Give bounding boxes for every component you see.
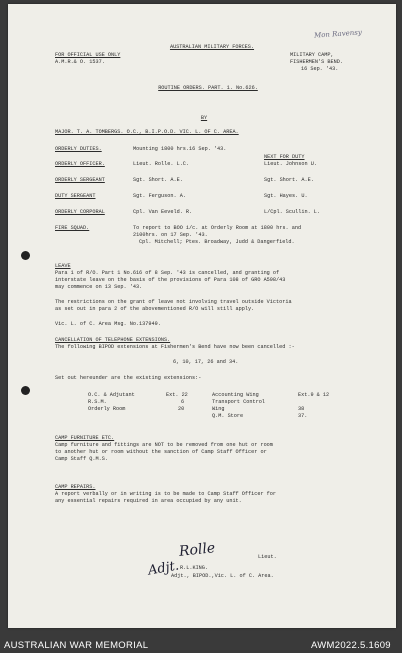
archive-footer — [0, 632, 402, 653]
leave-text: interstate leave on the basis of the provisions of Para 108 of GRO A598/43 — [55, 277, 286, 283]
leave-text: Para 1 of R/O. Part 1 No.616 of 8 Sep. '43 is cancelled, and granting of — [55, 270, 280, 276]
leave-text: may commence on 13 Sep. '43. — [55, 284, 143, 290]
fire-squad-line: 2100hrs. on 17 Sep. '43. — [133, 232, 208, 238]
extension-name: Q.M. Store — [212, 413, 244, 419]
extension-name: Wing — [212, 406, 225, 412]
fire-squad-line: To report to BOO i/c. at Orderly Room at 1800 hrs. and — [133, 225, 302, 231]
extension-number: Ext. 22 — [166, 392, 188, 398]
furniture-text: to another hut or room without the sanction of Camp Staff Officer or — [55, 449, 267, 455]
extension-number: 6 — [181, 399, 185, 405]
next-for-duty-label: NEXT FOR DUTY — [264, 154, 305, 160]
camp-name: MILITARY CAMP, — [290, 52, 334, 58]
repairs-text: A report verbally or in writing is to be made to Camp Staff Officer for — [55, 491, 277, 497]
fire-squad-line: Cpl. Mitchell; Ptes. Broadway, Judd & Dangerfield. — [139, 239, 295, 245]
leave-text: The restrictions on the grant of leave not involving travel outside Victoria — [55, 299, 292, 305]
duty-current: Cpl. Van Eeveld. R. — [133, 209, 193, 215]
camp-location: FISHERMEN'S BEND. — [290, 59, 343, 65]
duty-label: ORDERLY OFFICER. — [55, 161, 105, 167]
telephone-heading: CANCELLATION OF TELEPHONE EXTENSIONS. — [55, 337, 171, 343]
extension-name: Transport Control — [212, 399, 265, 405]
extension-number: 38 — [298, 406, 305, 412]
duty-current: Sgt. Ferguson. A. — [133, 193, 186, 199]
duty-next: Sgt. Hayes. U. — [264, 193, 308, 199]
duty-label: DUTY SERGEANT — [55, 193, 96, 199]
signatory-name: R.L.KING. — [180, 565, 209, 571]
duty-next: L/Cpl. Scullin. L. — [264, 209, 321, 215]
telephone-text: Set out hereunder are the existing extensions:- — [55, 375, 202, 381]
duty-label: ORDERLY CORPORAL — [55, 209, 105, 215]
leave-reference: Vic. L. of C. Area Msg. No.137949. — [55, 321, 161, 327]
extension-number: 37. — [298, 413, 308, 419]
fire-squad-label: FIRE SQUAD. — [55, 225, 90, 231]
duty-current: Mounting 1800 hrs.16 Sep. '43. — [133, 146, 227, 152]
furniture-heading: CAMP FURNITURE ETC. — [55, 435, 115, 441]
extension-name: Accounting Wing — [212, 392, 259, 398]
archive-reference: AWM2022.5.1609 — [311, 640, 391, 651]
duty-current: Lieut. Rolle. L.C. — [133, 161, 190, 167]
duty-label: ORDERLY DUTIES. — [55, 146, 102, 152]
duty-current: Sgt. Short. A.E. — [133, 177, 183, 183]
signatory-rank: Lieut. — [258, 554, 277, 560]
by-label: BY — [200, 115, 208, 121]
duty-next: Lieut. Johnson U. — [264, 161, 317, 167]
handwritten-signature: Rolle — [178, 540, 216, 560]
commanding-officer-line: MAJOR. T. A. TOMBERGS. O.C., B.I.P.O.D. VIC. L. OF C. AREA. — [55, 129, 239, 135]
extension-number: 20 — [178, 406, 185, 412]
extension-name: Orderly Room — [88, 406, 126, 412]
pencil-annotation: Mon Ravensy — [313, 28, 363, 40]
archive-name: AUSTRALIAN WAR MEMORIAL — [4, 640, 149, 651]
signatory-role: Adjt., BIPOD.,Vic. L. of C. Area. — [171, 573, 274, 579]
leave-heading: LEAVE — [55, 263, 71, 269]
punch-hole — [21, 251, 30, 260]
repairs-heading: CAMP REPAIRS. — [55, 484, 96, 490]
furniture-text: Camp Staff Q.M.S. — [55, 456, 108, 462]
order-date: 16 Sep. '43. — [301, 66, 339, 72]
extension-name: O.C. & Adjutant — [88, 392, 135, 398]
duty-next: Sgt. Short. A.E. — [264, 177, 314, 183]
reference-number: A.M.R.& O. 1537. — [55, 59, 105, 65]
cancelled-extensions: 6, 10, 17, 26 and 34. — [173, 359, 239, 365]
telephone-text: The following BIPOD extensions at Fishermen's Bend have now been cancelled :- — [55, 344, 295, 350]
furniture-text: Camp furniture and fittings are NOT to be removed from one hut or room — [55, 442, 273, 448]
repairs-text: any essential repairs required in area occupied by any unit. — [55, 498, 242, 504]
orders-title: ROUTINE ORDERS. PART. 1. No.626. — [158, 85, 258, 91]
document-title: AUSTRALIAN MILITARY FORCES. — [169, 44, 255, 50]
leave-text: as set out in para 2 of the abovementioned R/O will still apply. — [55, 306, 255, 312]
extension-name: R.S.M. — [88, 399, 107, 405]
document-page — [8, 4, 396, 628]
handwritten-signature: Adjt. — [146, 558, 181, 579]
punch-hole — [21, 386, 30, 395]
official-use-label: FOR OFFICIAL USE ONLY — [55, 52, 121, 58]
duty-label: ORDERLY SERGEANT — [55, 177, 105, 183]
extension-number: Ext.9 & 12 — [298, 392, 330, 398]
